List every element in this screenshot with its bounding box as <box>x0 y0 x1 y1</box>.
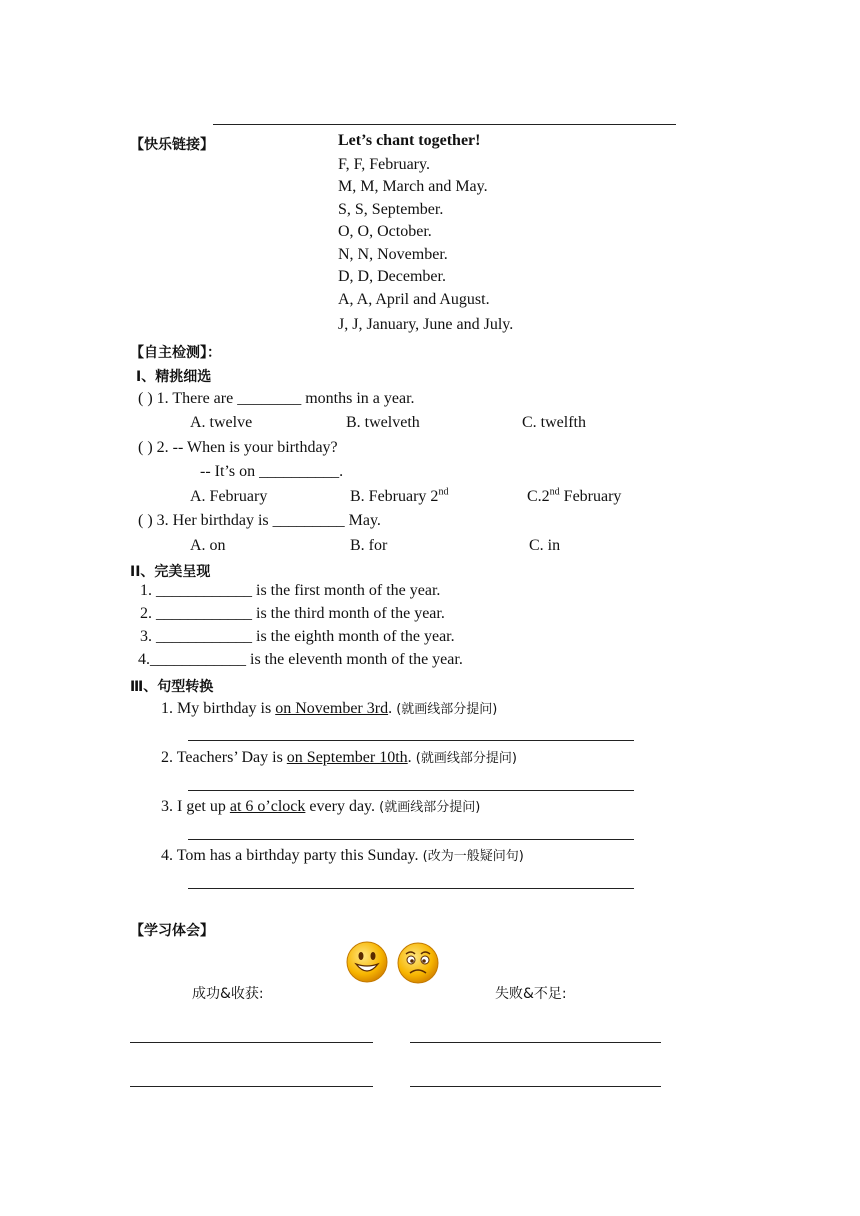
answer-line <box>188 888 634 889</box>
chant-line: S, S, September. <box>338 201 444 218</box>
chant-line: F, F, February. <box>338 156 430 173</box>
chant-line: A, A, April and August. <box>338 291 490 308</box>
transform-item: 3. I get up at 6 o’clock every day. (就画线部分提问) <box>161 798 481 815</box>
question-2-reply: -- It’s on __________. <box>200 463 344 480</box>
fail-line <box>410 1086 661 1087</box>
q1-option-a: A. twelve <box>190 414 253 431</box>
section-title-self-check: 【自主检测】： <box>130 345 221 361</box>
part2-title: II、完美呈现 <box>130 564 211 580</box>
answer-line <box>188 839 634 840</box>
fail-line <box>410 1042 661 1043</box>
fill-item: 3. ____________ is the eighth month of the year. <box>140 628 455 645</box>
success-label: 成功&收获: <box>192 986 264 1002</box>
answer-line <box>188 740 634 741</box>
q2-option-b: B. February 2nd <box>350 486 449 505</box>
fill-item: 4.____________ is the eleventh month of the year. <box>138 651 463 668</box>
answer-line <box>188 790 634 791</box>
top-rule <box>213 124 676 125</box>
question-1: ( ) 1. There are ________ months in a year. <box>138 390 415 407</box>
question-2: ( ) 2. -- When is your birthday? <box>138 439 338 456</box>
transform-item: 4. Tom has a birthday party this Sunday. (改为一般疑问句) <box>161 847 524 864</box>
chant-line: N, N, November. <box>338 246 448 263</box>
fill-item: 2. ____________ is the third month of the year. <box>140 605 445 622</box>
chant-line: O, O, October. <box>338 223 432 240</box>
q3-option-a: A. on <box>190 537 226 554</box>
q1-option-c: C. twelfth <box>522 414 586 431</box>
section-title-reflection: 【学习体会】 <box>130 923 214 939</box>
part1-title: I、精挑细选 <box>136 369 212 385</box>
q3-option-b: B. for <box>350 537 388 554</box>
q2-option-c: C.2nd February <box>527 486 622 505</box>
q2-option-a: A. February <box>190 488 268 505</box>
chant-line: J, J, January, June and July. <box>338 316 514 333</box>
fill-item: 1. ____________ is the first month of the year. <box>140 582 441 599</box>
part3-title: Ⅲ、句型转换 <box>130 679 214 695</box>
success-line <box>130 1042 373 1043</box>
q3-option-c: C. in <box>529 537 561 554</box>
happy-face-icon <box>345 940 389 984</box>
fail-label: 失败&不足: <box>495 986 567 1002</box>
chant-line: M, M, March and May. <box>338 178 488 195</box>
success-line <box>130 1086 373 1087</box>
section-title-happy-link: 【快乐链接】 <box>130 137 214 153</box>
worried-face-icon <box>396 941 440 985</box>
q1-option-b: B. twelveth <box>346 414 420 431</box>
question-3: ( ) 3. Her birthday is _________ May. <box>138 512 381 529</box>
transform-item: 1. My birthday is on November 3rd. (就画线部分提问) <box>161 700 498 717</box>
transform-item: 2. Teachers’ Day is on September 10th. (就画线部分提问) <box>161 749 517 766</box>
chant-line: D, D, December. <box>338 268 446 285</box>
chant-title: Let’s chant together! <box>338 132 481 149</box>
